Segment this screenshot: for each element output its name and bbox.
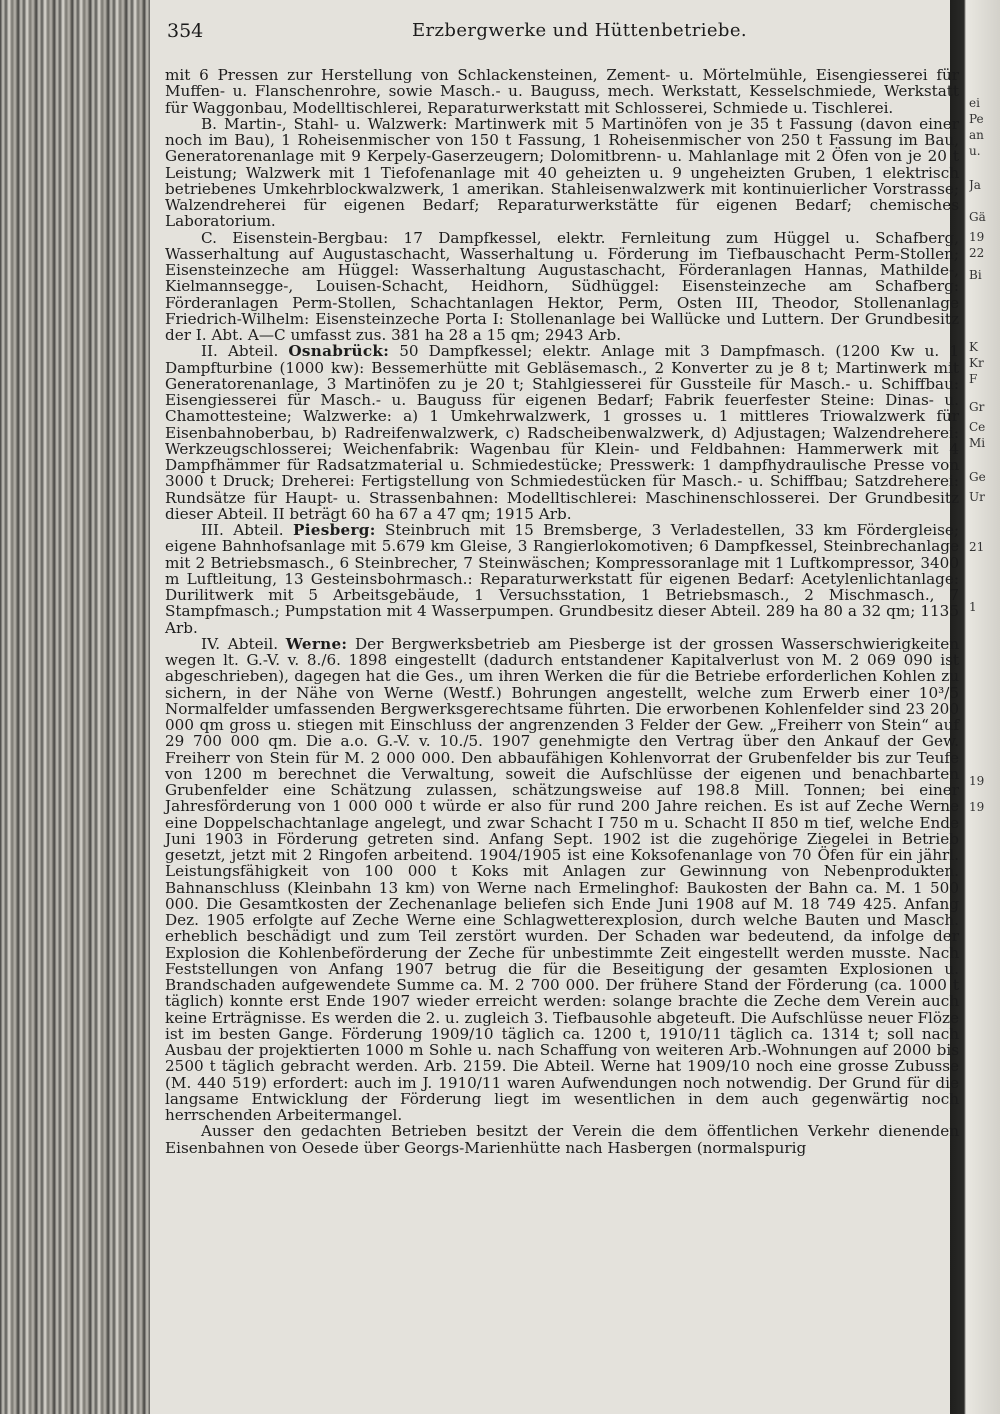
margin-fragment: Ce: [969, 420, 986, 434]
section-body: Der Bergwerksbetrieb am Piesberge ist der grossen Wasserschwierigkeiten wegen lt. G.-V. v. 8./6. 1898 eingestellt (dadurch entstandener Kapitalverlust von M. 2 069 090 ist abgeschrieben), dagegen hat die Ges., um ihren Werken die für die Betriebe erforderlichen Kohlen zu sichern, in der Nähe von Werne (Westf.) Bohrungen angestellt, welche zum Erwerb einer 10³/5 Normalfelder umfassenden Bergwerksgerechtsame führten. Die erworbenen Kohlenfelder sind 23 200 000 qm gross u. stiegen mit Einschluss der angrenzenden 3 Felder der Gew. „Freiherr von Stein“ auf 29 700 000 qm. Die a.o. G.-V. v. 10./5. 1907 genehmigte den Vertrag über den Ankauf der Gew. Freiherr von Stein für M. 2 000 000. Den abbaufähigen Kohlenvorrat der Grubenfelder bis zur Teufe von 1200 m berechnet die Verwaltung, soweit die Aufschlüsse der eigenen und benachbarten Grubenfelder eine Schätzung zulassen, schätzungsweise auf 198.8 Mill. Tonnen; bei einer Jahresförderung von 1 000 000 t würde er also für rund 200 Jahre reichen. Es ist auf Zeche Werne eine Doppelschachtanlage angelegt, und zwar Schacht I 750 m u. Schacht II 850 m tief, welche Ende Juni 1903 in Förderung getreten sind. Anfang Sept. 1902 ist die zugehörige Ziegelei in Betrieb gesetzt, jetzt mit 2 Ringofen arbeitend. 1904/1905 ist eine Koksofenanlage von 70 Öfen für ein jährl. Leistungsfähigkeit von 100 000 t Koks mit Anlagen zur Gewinnung von Nebenprodukten. Bahnanschluss (Kleinbahn 13 km) von Werne nach Ermelinghof: Baukosten der Bahn ca. M. 1 500 000. Die Gesamtkosten der Zechenanlage beliefen sich Ende Juni 1908 auf M. 18 749 425. Anfang Dez. 1905 erfolgte auf Zeche Werne eine Schlagwetterexplosion, durch welche Bauten und Masch. erheblich beschädigt und zum Teil zerstört wurden. Der Schaden war bedeutend, da infolge der Explosion die Kohlenbeförderung der Zeche für unbestimmte Zeit eingestellt werden musste. Nach Feststellungen von Anfang 1907 betrug die für die Beseitigung der gesamten Explosionen u. Brandschaden aufgewendete Summe ca. M. 2 700 000. Der frühere Stand der Förderung (ca. 1000 t täglich) konnte erst Ende 1907 wieder erreicht werden: solange brachte die Zeche dem Verein auch keine Erträgnisse. Es werden die 2. u. zugleich 3. Tiefbausohle abgeteuft. Die Aufschlüsse neuer Flöze ist im besten Gange. Förderung 1909/10 täglich ca. 1200 t, 1910/11 täglich ca. 1314 t; soll nach Ausbau der projektierten 1000 m Sohle u. nach Schaffung von weiteren Arb.-Wohnungen auf 2000 bis 2500 t täglich gebracht werden. Arb. 2159. Die Abteil. Werne hat 1909/10 noch eine grosse Zubusse (M. 440 519) erfordert: auch im J. 1910/11 waren Aufwendungen noch notwendig. Der Grund für die langsame Entwicklung der Förderung liegt im wesentlichen in dem auch gegenwärtig noch herrschenden Arbeitermangel.: [165, 634, 959, 1124]
section-body: 50 Dampfkessel; elektr. Anlage mit 3 Dampfmasch. (1200 Kw u. 1 Dampfturbine (1000 kw): Bessemerhütte mit Gebläsemasch., 2 Konverter zu je 8 t; Martinwerk mit Generatorenanlage, 3 Martinöfen zu je 20 t; Stahlgiesserei für Gussteile für Masch.- u. Schiffbau: Eisengiesserei für Masch.- u. Bauguss für eigenen Bedarf; Fabrik feuerfester Steine: Dinas- u. Chamottesteine; Walzwerke: a) 1 Umkehrwalzwerk, 1 grosses u. 1 mittleres Triowalzwerk für Eisenbahnoberbau, b) Radreifenwalzwerk, c) Radscheibenwalzwerk, d) Adjustagen; Walzendreherei: Werkzeugschlosserei; Weichenfabrik: Wagenbau für Klein- und Feldbahnen: Hammerwerk mit 4 Dampfhämmer für Radsatzmaterial u. Schmiedestücke; Presswerk: 1 dampfhydraulische Presse von 3000 t Druck; Dreherei: Fertigstellung von Schmiedestücken für Masch.- u. Schiffbau; Satzdreherei: Rundsätze für Haupt- u. Strassenbahnen: Modelltischlerei: Maschinenschlosserei. Der Grundbesitz dieser Abteil. II beträgt 60 ha 67 a 47 qm; 1915 Arb.: [165, 342, 959, 523]
paragraph-werne: [165, 636, 959, 1124]
book-spine-binding: [0, 0, 150, 1414]
margin-fragment: Ur: [969, 490, 985, 504]
margin-fragment: Gr: [969, 400, 985, 414]
margin-fragment: 1: [969, 600, 977, 614]
section-prefix: IV. Abteil.: [201, 634, 286, 653]
paragraph-osnabrueck: [165, 343, 959, 522]
body-text: [165, 67, 959, 1156]
margin-fragment: an: [969, 128, 984, 142]
section-prefix: III. Abteil.: [201, 521, 293, 539]
margin-fragment: 19: [969, 800, 985, 814]
margin-fragment: 19: [969, 230, 985, 244]
paragraph-workshops: mit 6 Pressen zur Herstellung von Schlackensteinen, Zement- u. Mörtelmühle, Eisengiesserei für Muffen- u. Flanschenrohre, sowie Masch.- u. Bauguss, mech. Werkstatt, Kesselschmiede, Werkstatt für Waggonbau, Modelltischlerei, Reparaturwerkstatt mit Schlosserei, Schmiede u. Tischlerei.: [165, 66, 959, 117]
page-header: [167, 20, 957, 48]
paragraph-railways: Ausser den gedachten Betrieben besitzt der Verein die dem öffentlichen Verkehr dienenden Eisenbahnen von Oesede über Georgs-Marienhütte nach Hasbergen (normalspurig: [165, 1122, 959, 1157]
margin-fragment: Ge: [969, 470, 986, 484]
margin-fragment: 21: [969, 540, 985, 554]
section-prefix: II. Abteil.: [201, 342, 289, 361]
margin-fragment: Bi: [969, 268, 982, 282]
page-number: 354: [167, 20, 204, 42]
margin-fragment: F: [969, 372, 978, 386]
section-heading-piesberg: Piesberg:: [292, 521, 376, 539]
running-title: Erzbergwerke und Hüttenbetriebe.: [412, 20, 748, 41]
margin-fragment: Mi: [969, 436, 986, 450]
margin-fragment: K: [969, 340, 978, 354]
section-body: Steinbruch mit 15 Bremsberge, 3 Verladestellen, 33 km Fördergleise; eigene Bahnhofsanlage mit 5.679 km Gleise, 3 Rangierlokomotiven; 6 Dampfkessel, Steinbrechanlage mit 2 Betriebsmasch., 6 Steinbrecher, 7 Steinwäschen; Kompressoranlage mit 1 Luftkompressor, 3400 m Luftleitung, 13 Gesteinsbohrmasch.: Reparaturwerkstatt für eigenen Bedarf: Acetylenlichtanlage: Durilitwerk mit 5 Arbeitsgebäude, 1 Versuchsstation, 1 Betriebsmasch., 2 Mischmasch., 7 Stampfmasch.; Pumpstation mit 4 Wasserpumpen. Grundbesitz dieser Abteil. 289 ha 80 a 32 qm; 1135 Arb.: [165, 521, 959, 637]
margin-fragment: Kr: [969, 356, 984, 370]
margin-fragment: 19: [969, 774, 985, 788]
paragraph-martin-steelworks: B. Martin-, Stahl- u. Walzwerk: Martinwerk mit 5 Martinöfen von je 35 t Fassung (davon einer noch im Bau), 1 Roheisenmischer von 150 t Fassung, 1 Roheisenmischer von 250 t Fassung im Bau, Generatorenanlage mit 9 Kerpely-Gaserzeugern; Dolomitbrenn- u. Mahlanlage mit 2 Öfen von je 20 t Leistung; Walzwerk mit 1 Tiefofenanlage mit 40 geheizten u. 9 ungeheizten Gruben, 1 elektrisch betriebenes Umkehrblockwalzwerk, 1 amerikan. Stahleisenwalzwerk mit kontinuierlicher Vorstrasse; Walzendreherei für eigenen Bedarf; Reparaturwerkstätte für eigenen Bedarf; chemisches Laboratorium.: [165, 114, 959, 231]
paragraph-piesberg: [165, 522, 959, 636]
margin-fragment: ei: [969, 96, 980, 110]
section-heading-werne: Werne:: [285, 634, 348, 653]
paragraph-ironstone-mining: C. Eisenstein-Bergbau: 17 Dampfkessel, elektr. Fernleitung zum Hüggel u. Schafberg, Wasserhaltung auf Augustaschacht, Wasserhaltung u. Förderung im Tiefbauschacht Perm-Stollen; Eisensteinzeche am Hüggel: Wasserhaltung Augustaschacht, Förderanlagen Hannas, Mathilde-, Kielmannsegge-, Louisen-Schacht, Heidhorn, Südhüggel: Eisensteinzeche am Schafberg: Förderanlagen Perm-Stollen, Schachtanlagen Hektor, Perm, Osten III, Theodor, Stollenanlage Friedrich-Wilhelm: Eisensteinzeche Porta I: Stollenanlage bei Wallücke und Luttern. Der Grundbesitz der I. Abt. A—C umfasst zus. 381 ha 28 a 15 qm; 2943 Arb.: [165, 228, 959, 344]
margin-fragment: Pe: [969, 112, 984, 126]
margin-fragment: u.: [969, 144, 981, 158]
margin-fragment: 22: [969, 246, 985, 260]
margin-fragment: Ja: [969, 178, 981, 192]
section-heading-osnabrueck: Osnabrück:: [288, 342, 390, 361]
margin-fragment: Gä: [969, 210, 986, 224]
